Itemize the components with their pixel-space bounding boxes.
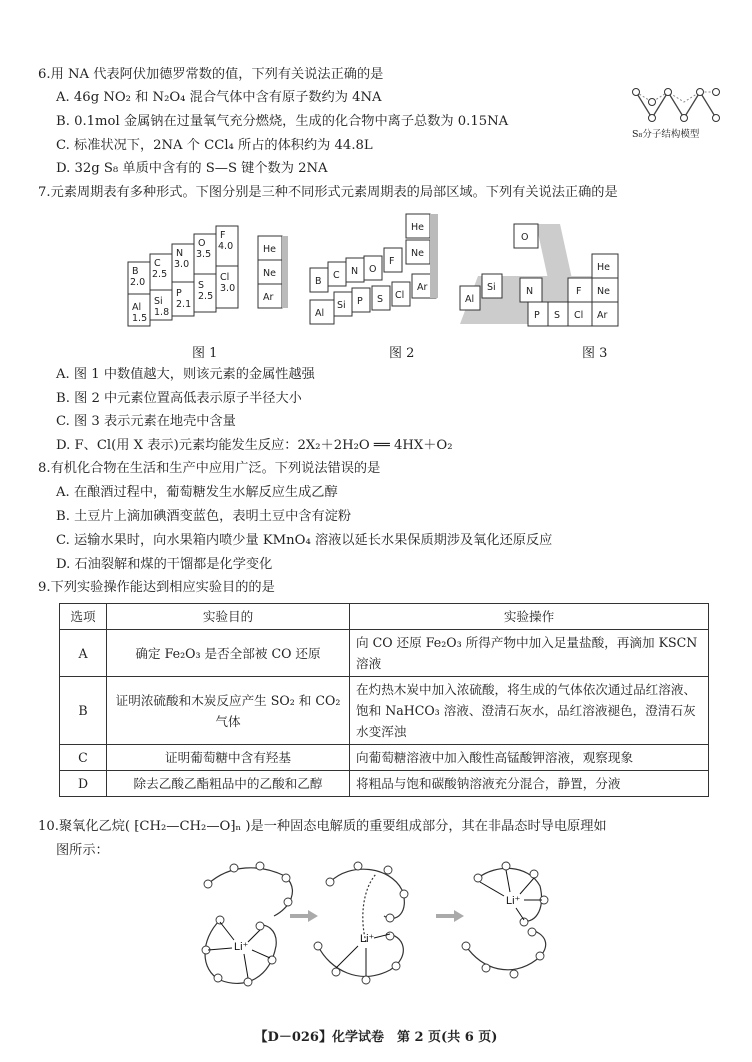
table-row [60, 771, 709, 797]
figure-2-caption: 图 2 [389, 346, 415, 361]
fig1-cell-C: C [154, 258, 161, 269]
q8-option-c: C. 运输水果时，向水果箱内喷少量 KMnO₄ 溶液以延长水果保质期涉及氧化还原反应 [56, 533, 553, 548]
fig1-val-B: 2.0 [130, 277, 146, 288]
fig3-cell-Cl: Cl [574, 310, 584, 321]
fig1-cell-B: B [132, 266, 139, 277]
fig2-cell-Al: Al [315, 308, 325, 319]
fig1-val-P: 2.1 [176, 299, 192, 310]
row-option: A [60, 630, 107, 677]
fig1-cell-P: P [176, 288, 182, 299]
fig1-cell-Al: Al [132, 302, 142, 313]
row-aim: 除去乙酸乙酯粗品中的乙酸和乙醇 [107, 771, 350, 797]
q6-option-b: B. 0.1mol 金属钠在过量氧气充分燃烧，生成的化合物中离子总数为 0.15NA [56, 114, 509, 129]
fig1-cell-He: He [263, 244, 276, 255]
fig2-cell-P: P [357, 296, 363, 307]
header-aim: 实验目的 [107, 604, 350, 630]
q8-option-a: A. 在酿酒过程中，葡萄糖发生水解反应生成乙醇 [56, 485, 338, 500]
q10-line-1: 10.聚氧化乙烷( ⁅CH₂—CH₂—O⁆ₙ )是一种固态电解质的重要组成部分，其在非晶态时导电原理如 [38, 819, 607, 834]
table-row [60, 677, 709, 745]
fig1-cell-Si: Si [154, 296, 163, 307]
page-footer: 【D－026】化学试卷 第 2 页(共 6 页) [254, 1030, 498, 1045]
row-operation: 将粗品与饱和碳酸钠溶液充分混合，静置，分液 [350, 771, 709, 797]
li-ion-label-2: Li⁺ [360, 933, 375, 945]
periodic-figure-2 [306, 210, 446, 332]
fig1-val-Al: 1.5 [132, 313, 148, 324]
fig3-cell-S: S [554, 310, 561, 321]
fig3-cell-Ar: Ar [597, 310, 608, 321]
fig1-cell-S: S [198, 280, 205, 291]
s8-caption: S₈分子结构模型 [632, 129, 700, 140]
fig1-val-Si: 1.8 [154, 307, 170, 318]
fig1-val-C: 2.5 [152, 269, 168, 280]
q7-option-d: D. F、Cl(用 X 表示)元素均能发生反应：2X₂＋2H₂O ══ 4HX＋O₂ [56, 438, 453, 453]
row-operation: 向 CO 还原 Fe₂O₃ 所得产物中加入足量盐酸，再滴加 KSCN 溶液 [350, 630, 709, 677]
fig1-cell-F: F [220, 230, 226, 241]
fig1-val-N: 3.0 [174, 259, 190, 270]
fig2-cell-Si: Si [337, 300, 346, 311]
q6-stem: 6.用 NA 代表阿伏加德罗常数的值，下列有关说法正确的是 [38, 67, 384, 82]
row-option: C [60, 745, 107, 771]
fig3-cell-O: O [521, 232, 529, 243]
row-operation: 向葡萄糖溶液中加入酸性高锰酸钾溶液，观察现象 [350, 745, 709, 771]
header-option: 选项 [60, 604, 107, 630]
figure-3-caption: 图 3 [582, 346, 608, 361]
fig2-cell-He: He [411, 222, 424, 233]
row-aim: 确定 Fe₂O₃ 是否全部被 CO 还原 [107, 630, 350, 677]
q7-option-a: A. 图 1 中数值越大，则该元素的金属性越强 [56, 367, 315, 382]
fig1-val-O: 3.5 [196, 249, 212, 260]
table-row [60, 630, 709, 677]
fig1-cell-Cl: Cl [220, 272, 230, 283]
periodic-figure-3 [458, 216, 628, 330]
fig1-cell-N: N [176, 248, 184, 259]
periodic-figure-1 [124, 222, 294, 332]
fig1-val-F: 4.0 [218, 241, 234, 252]
fig3-cell-Si: Si [487, 282, 496, 293]
fig2-cell-Ar: Ar [417, 282, 428, 293]
q6-option-c: C. 标准状况下，2NA 个 CCl₄ 所占的体积约为 44.8L [56, 138, 373, 153]
q8-stem: 8.有机化合物在生活和生产中应用广泛。下列说法错误的是 [38, 461, 381, 476]
fig2-cell-S: S [377, 294, 384, 305]
q7-option-c: C. 图 3 表示元素在地壳中含量 [56, 414, 236, 429]
fig3-cell-Ne: Ne [597, 286, 610, 297]
fig2-cell-F: F [389, 256, 395, 267]
q8-option-b: B. 土豆片上滴加碘酒变蓝色，表明土豆中含有淀粉 [56, 509, 352, 524]
table-header-row [60, 604, 709, 630]
fig2-cell-O: O [369, 264, 377, 275]
li-ion-label-1: Li⁺ [234, 941, 249, 953]
q8-option-d: D. 石油裂解和煤的干馏都是化学变化 [56, 557, 273, 572]
row-option: D [60, 771, 107, 797]
fig1-cell-Ne: Ne [263, 268, 276, 279]
row-operation: 在灼热木炭中加入浓硫酸，将生成的气体依次通过品红溶液、饱和 NaHCO₃ 溶液、澄清石灰水，品红溶液褪色，澄清石灰水变浑浊 [350, 677, 709, 745]
fig3-cell-N: N [526, 286, 534, 297]
row-aim: 证明浓硫酸和木炭反应产生 SO₂ 和 CO₂ 气体 [107, 677, 350, 745]
header-operation: 实验操作 [350, 604, 709, 630]
fig3-cell-P: P [534, 310, 540, 321]
fig2-cell-B: B [315, 276, 322, 287]
fig2-cell-Ne: Ne [411, 248, 424, 259]
q6-option-a: A. 46g NO₂ 和 N₂O₄ 混合气体中含有原子数约为 4NA [56, 90, 382, 105]
q10-line-2: 图所示： [56, 843, 109, 858]
fig2-cell-C: C [333, 270, 340, 281]
row-option: B [60, 677, 107, 745]
li-ion-label-3: Li⁺ [506, 895, 521, 907]
experiment-table [59, 603, 709, 797]
q6-option-d: D. 32g S₈ 单质中含有的 S—S 键个数为 2NA [56, 161, 328, 176]
fig3-cell-He: He [597, 262, 610, 273]
fig3-cell-Al: Al [465, 294, 475, 305]
q7-stem: 7.元素周期表有多种形式。下图分别是三种不同形式元素周期表的局部区域。下列有关说法正确的是 [38, 185, 618, 200]
q7-option-b: B. 图 2 中元素位置高低表示原子半径大小 [56, 391, 302, 406]
fig1-cell-Ar: Ar [263, 292, 274, 303]
fig1-cell-O: O [198, 238, 206, 249]
row-aim: 证明葡萄糖中含有羟基 [107, 745, 350, 771]
fig1-val-Cl: 3.0 [220, 283, 236, 294]
fig2-cell-N: N [351, 266, 359, 277]
figure-1-caption: 图 1 [192, 346, 218, 361]
table-row [60, 745, 709, 771]
conduction-mechanism-figure [190, 850, 570, 1000]
q9-stem: 9.下列实验操作能达到相应实验目的的是 [38, 580, 275, 595]
fig2-cell-Cl: Cl [395, 290, 405, 301]
fig1-val-S: 2.5 [198, 291, 214, 302]
fig3-cell-F: F [576, 286, 582, 297]
